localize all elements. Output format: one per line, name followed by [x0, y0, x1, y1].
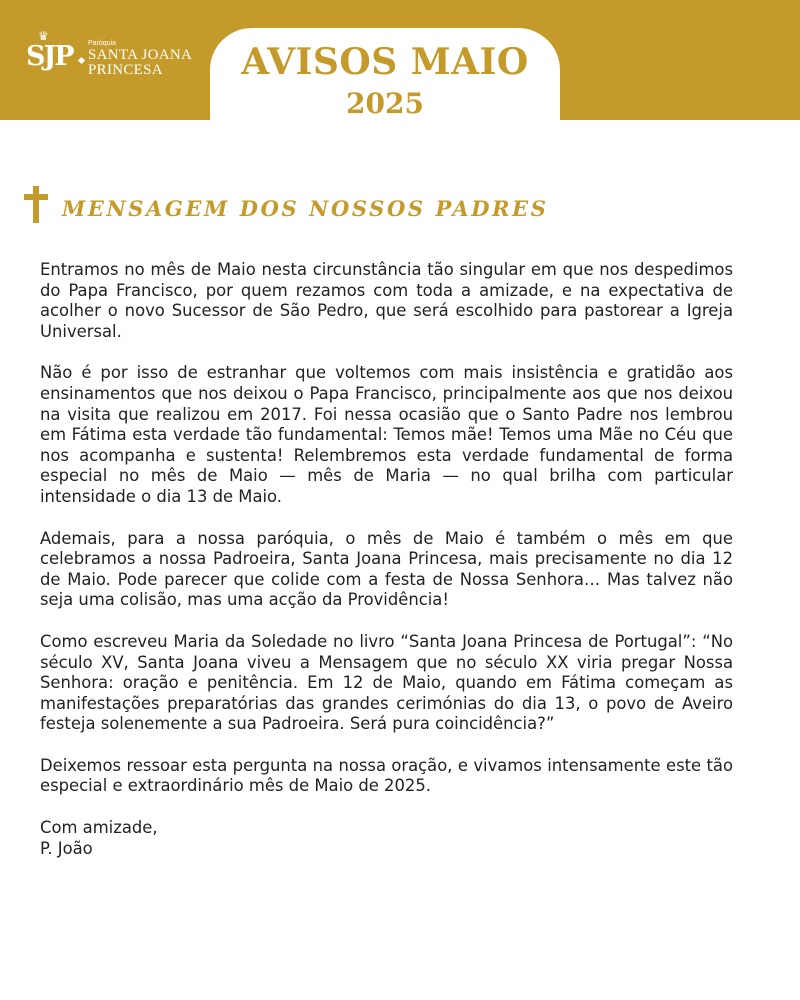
signature-closing: Com amizade, [40, 818, 158, 838]
page-title: AVISOS MAIO [241, 41, 529, 83]
paragraph: Como escreveu Maria da Soledade no livro “Santa Joana Princesa de Portugal”: “No século XV, Santa Joana viveu a Mensagem que no século XX viria pregar Nossa Senhora: oração e penitência. Em 12 de Maio, quando em Fátima começam as manifestações preparatórias das grandes cerimónias do dia 13, o povo de Aveiro festeja solenemente a sua Padroeira. Será pura coincidência?” [40, 631, 733, 734]
title-tab [210, 28, 560, 130]
message-body [40, 260, 733, 859]
diamond-icon [78, 57, 85, 64]
logo-monogram: SJP [26, 41, 73, 72]
paragraph: Entramos no mês de Maio nesta circunstância tão singular em que nos despedimos do Papa Francisco, por quem rezamos com toda a amizade, e na expectativa de acolher o novo Sucessor de São Pedro, que será escolhido para pastorear a Igreja Universal. [40, 260, 733, 341]
paragraph: Ademais, para a nossa paróquia, o mês de Maio é também o mês em que celebramos a nossa Padroeira, Santa Joana Princesa, mais precisamente no dia 12 de Maio. Pode parecer que colide com a festa de Nossa Senhora… Mas talvez não seja uma colisão, mas uma acção da Providência! [40, 528, 733, 610]
signature-name: P. João [40, 838, 93, 858]
logo-text [88, 39, 192, 78]
header-banner [0, 0, 800, 120]
section-title: MENSAGEM DOS NOSSOS PADRES [62, 196, 549, 221]
logo-line-2: PRINCESA [88, 62, 163, 78]
cross-icon [24, 186, 48, 224]
crown-icon: ♛ [38, 29, 49, 43]
logo-line-1: SANTA JOANA [88, 47, 193, 63]
logo-small-label: Paróquia [88, 40, 117, 47]
paragraph: Não é por isso de estranhar que voltemos com mais insistência e gratidão aos ensinamentos que nos deixou o Papa Francisco, principalmente aos que nos deixou na visita que realizou em 2017. Foi nessa ocasião que o Santo Padre nos lembrou em Fátima esta verdade tão fundamental: Temos mãe! Temos uma Mãe no Céu que nos acompanha e sustenta! Relembremos esta verdade fundamental de forma especial no mês de Maio — mês de Maria — no qual brilha com particular intensidade o dia 13 de Maio. [40, 363, 733, 506]
paragraph: Deixemos ressoar esta pergunta na nossa oração, e vivamos intensamente este tão especial e extraordinário mês de Maio de 2025. [40, 755, 733, 796]
page-year: 2025 [346, 87, 424, 120]
